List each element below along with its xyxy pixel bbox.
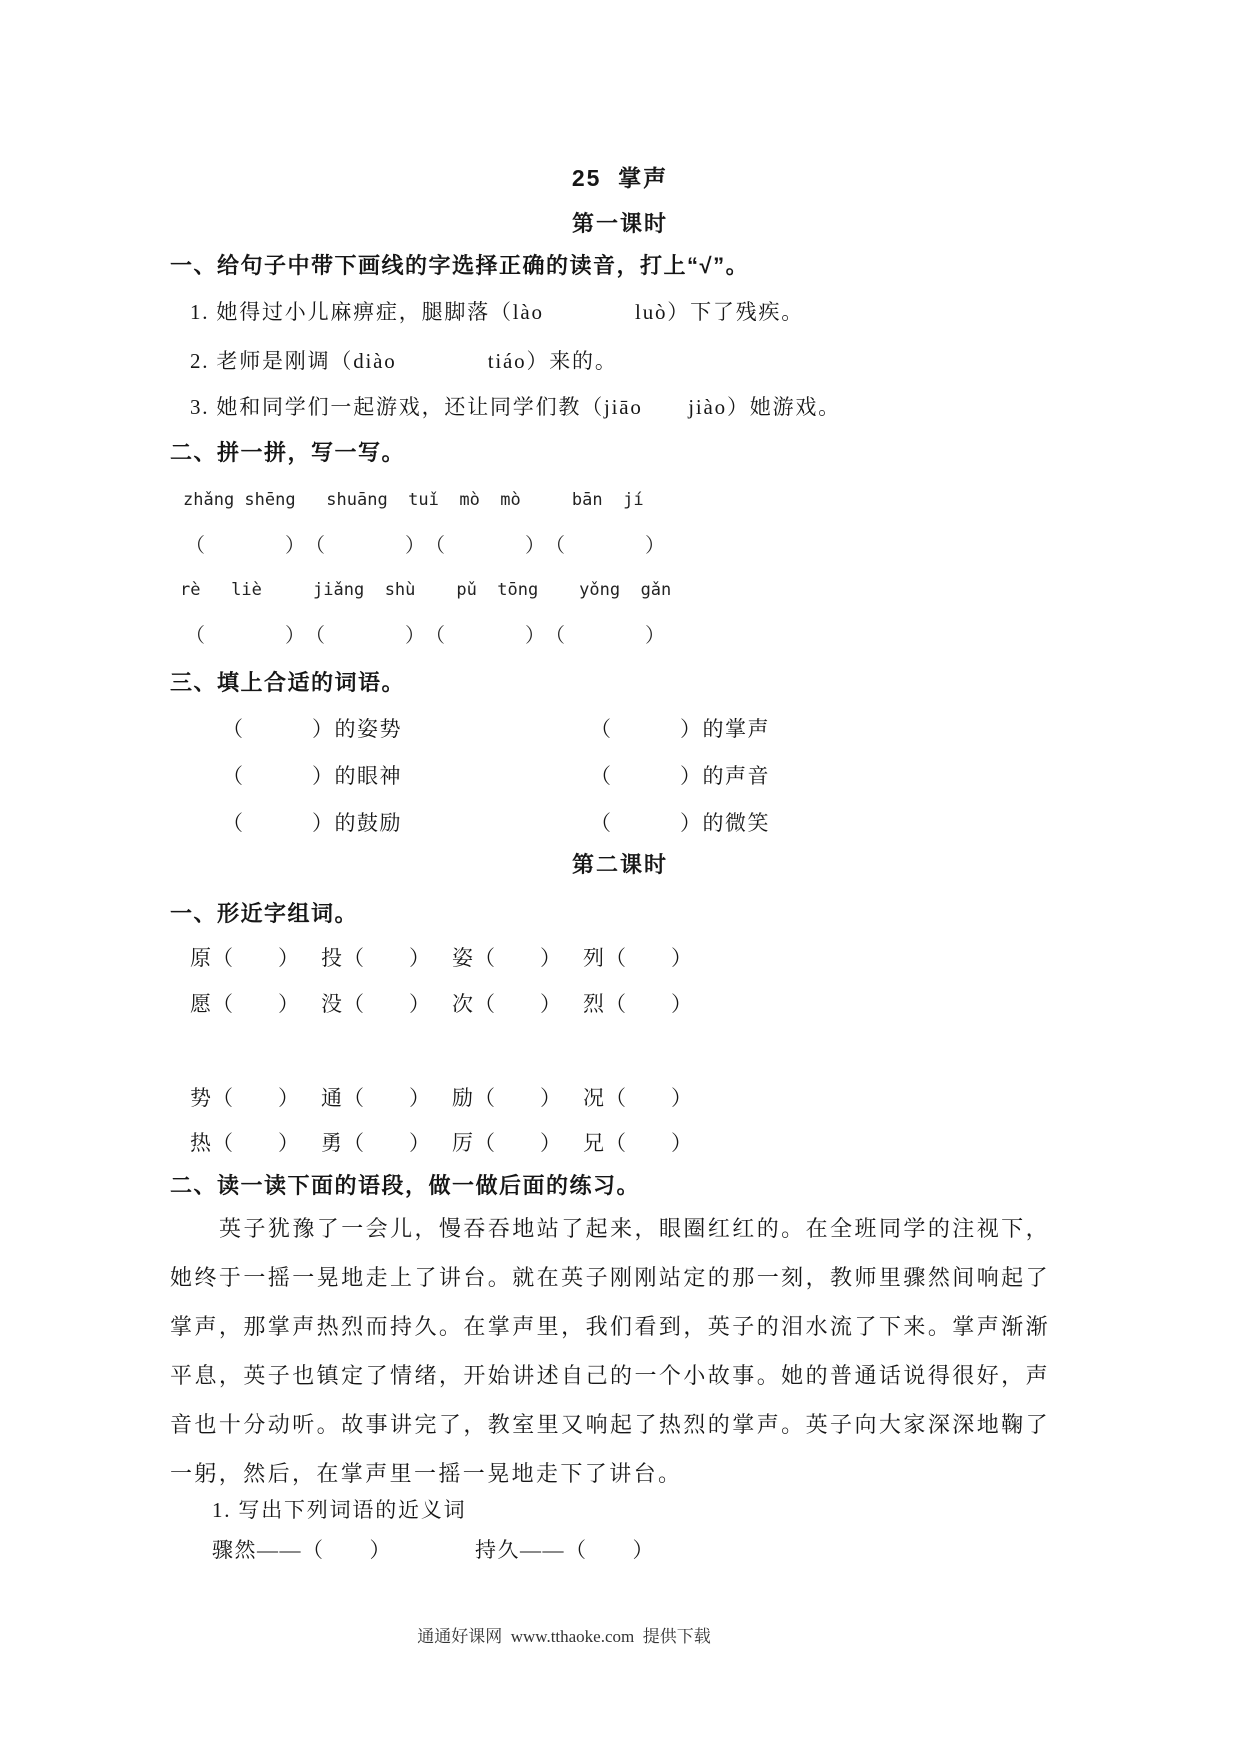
session-2-title: 第二课时 xyxy=(571,852,668,877)
footer-credit: 通通好课网 www.tthaoke.com 提供下载 xyxy=(417,1627,711,1646)
synonym-row xyxy=(212,1534,655,1564)
pinyin-row-2: rè liè jiǎng shù pǔ tōng yǒng gǎn xyxy=(180,580,672,600)
char-cell: 投（ ） xyxy=(321,946,431,970)
fill-word-row-2 xyxy=(222,760,770,790)
similar-char-row-1 xyxy=(190,942,714,972)
fill-blank-shengyin: （ ）的声音 xyxy=(590,764,770,788)
char-cell: 势（ ） xyxy=(190,1086,300,1110)
char-cell: 况（ ） xyxy=(583,1086,693,1110)
char-cell: 兄（ ） xyxy=(583,1131,693,1155)
fill-blank-guli: （ ）的鼓励 xyxy=(222,811,402,835)
section-2-1-title: 一、形近字组词。 xyxy=(170,901,359,926)
char-cell: 通（ ） xyxy=(321,1086,431,1110)
session-1-title: 第一课时 xyxy=(571,211,668,236)
section-1-3-title: 三、填上合适的词语。 xyxy=(170,670,406,695)
synonym-blank-chijiu: 持久——（ ） xyxy=(475,1538,655,1562)
fill-word-row-1 xyxy=(222,713,770,743)
sub-question-1: 1. 写出下列词语的近义词 xyxy=(212,1498,467,1522)
fill-blank-zhangsheng: （ ）的掌声 xyxy=(590,717,770,741)
section-2-2-title: 二、读一读下面的语段，做一做后面的练习。 xyxy=(170,1173,641,1198)
fill-word-row-3 xyxy=(222,807,770,837)
pronunciation-item-3: 3. 她和同学们一起游戏，还让同学们教（jiāo jiào）她游戏。 xyxy=(190,395,841,419)
char-cell: 次（ ） xyxy=(452,992,562,1016)
char-cell: 姿（ ） xyxy=(452,946,562,970)
char-cell: 勇（ ） xyxy=(321,1131,431,1155)
pronunciation-item-1: 1. 她得过小儿麻痹症，腿脚落（lào luò）下了残疾。 xyxy=(190,300,805,324)
pinyin-row-1: zhǎng shēng shuāng tuǐ mò mò bān jí xyxy=(183,490,644,510)
answer-blanks-row-2: （ ） （ ） （ ） （ ） xyxy=(185,625,665,647)
similar-char-row-2 xyxy=(190,988,714,1018)
reading-passage: 英子犹豫了一会儿，慢吞吞地站了起来，眼圈红红的。在全班同学的注视下，她终于一摇一晃地走上了讲台。就在英子刚刚站定的那一刻，教师里骤然间响起了掌声，那掌声热烈而持久。在掌声里，我们看到，英子的泪水流了下来。掌声渐渐平息，英子也镇定了情绪，开始讲述自己的一个小故事。她的普通话说得很好，声音也十分动听。故事讲完了，教室里又响起了热烈的掌声。英子向大家深深地鞠了一躬，然后，在掌声里一摇一晃地走下了讲台。 xyxy=(170,1216,1050,1486)
pronunciation-item-2: 2. 老师是刚调（diào tiáo）来的。 xyxy=(190,349,618,373)
char-cell: 烈（ ） xyxy=(583,992,693,1016)
section-1-2-title: 二、拼一拼，写一写。 xyxy=(170,440,406,465)
fill-blank-weixiao: （ ）的微笑 xyxy=(590,811,770,835)
answer-blanks-row-1: （ ） （ ） （ ） （ ） xyxy=(185,535,665,557)
fill-blank-zishi: （ ）的姿势 xyxy=(222,717,402,741)
char-cell: 愿（ ） xyxy=(190,992,300,1016)
char-cell: 原（ ） xyxy=(190,946,300,970)
fill-blank-yanshen: （ ）的眼神 xyxy=(222,764,402,788)
similar-char-row-3 xyxy=(190,1082,714,1112)
section-1-1-title: 一、给句子中带下画线的字选择正确的读音，打上“√”。 xyxy=(170,253,750,278)
char-cell: 没（ ） xyxy=(321,992,431,1016)
char-cell: 列（ ） xyxy=(583,946,693,970)
char-cell: 厉（ ） xyxy=(452,1131,562,1155)
doc-title: 25 掌声 xyxy=(571,165,669,191)
char-cell: 励（ ） xyxy=(452,1086,562,1110)
similar-char-row-4 xyxy=(190,1127,714,1157)
char-cell: 热（ ） xyxy=(190,1131,300,1155)
synonym-blank-zhouran: 骤然——（ ） xyxy=(212,1538,392,1562)
